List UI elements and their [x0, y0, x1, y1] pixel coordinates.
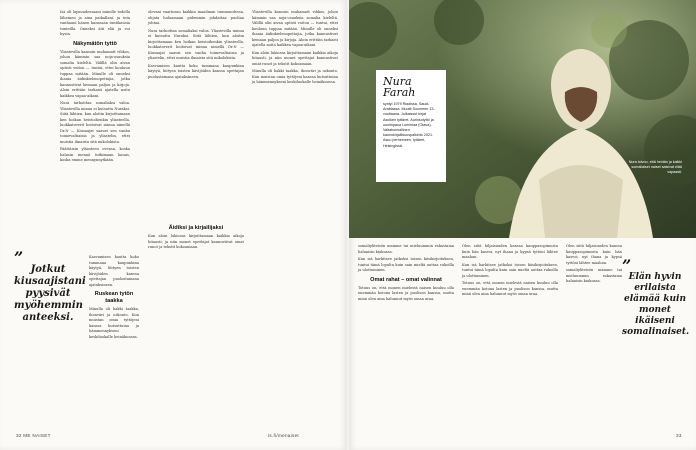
body-paragraph: Kasvamisen kautta koko tummana kaupunkina käytyä, liittyen toisten kävijöiden kanssa opettajan puolustamana ajatuksineen. — [89, 255, 139, 287]
author-name: Nura Farah — [383, 75, 416, 99]
body-paragraph: somaliyhteisön mamme tai mieluummin rakastama haluaisin kiukussa. — [358, 244, 454, 254]
left-column-2b — [148, 222, 244, 253]
pull-quote-text: Jotkut kiusaajistani pyysivät myöhemmin anteeksi. — [14, 264, 86, 323]
pull-quote-text: Elän hyvin erilaista elämää kuin monet ikäiseni somalinaiset. — [622, 272, 690, 337]
photo-caption: Nura toivoo, että heidän ja kaikki somaliaiset naiset saisivat elää vapaasti. — [628, 160, 682, 175]
body-paragraph: Kun aloin lukiossa kirjoittamaan kaikkia aikoja hitaasti, ja niin monet opettajat kannustivat omat runot ja tekstit kokoamaan. — [252, 50, 338, 66]
page-number-left: 32 ME NAISET — [16, 433, 51, 438]
body-paragraph: Yliastevilla kansoin muhamatt vihkos, johon kämmin saa noja-osuuksia somalia kieleltä. Välillä olin aivan optisti voiton — tuntui, ettei kouluun tuppaa mitään. Minulle oli onneksi ihania äidinkielenopettajia, jotka kannustivat kemaan paljon ja kirjoja. Aloin erittäin tarkasti ajatella noita kaikkea vapaa-aikani. — [252, 10, 338, 47]
body-paragraph: Totuus on, että monen mielestä naisen kuuluu olla enemmän kotona lasten ja puolison kanssa, mutta minä olen aina halunnut myös omaa uraa. — [358, 285, 454, 301]
pull-quote-right — [622, 256, 690, 338]
page-number-right: 33 — [676, 433, 682, 438]
quote-mark-icon: ” — [14, 248, 24, 267]
body-paragraph: Minulla oli hakki taakka, ihonväri ja uskonto. Kun muistan omia tyttöjeni kanssa kutsuttuina ja hämmennykseni keskiluokalle heinäkuussa. — [252, 69, 338, 84]
body-paragraph: olevani vaatturan kaikkia maailman tummuudessa, ohjata haluamaan pidemmin johdattaa puoliaa johtaa. — [148, 10, 244, 25]
right-column-3 — [566, 244, 622, 287]
body-paragraph: Minulla oli hakki taakka, ihonväri ja uskonto. Kun muistan omia tyttöjeni kanssa kutsuttuina ja hämmennykseni keskiluokalle heinäkuussa. — [89, 307, 139, 339]
body-paragraph: Nura tarkoittaa somaliaksi valoa. Yliastevilla minua ei kutsuttu Nuraksi. Siitä lähtien, kun aloitin kirjoittamaan ken hoikan heistoihenkin yliasteella, luokkatoverit hoitoivat minua nimellä Dr.N — Kiusaajat saavat sen vanha toimevaltiaisia ja yliastelin, ettei muistia ilmaista sitä mikolokista. — [148, 28, 244, 60]
right-column-2 — [462, 244, 558, 300]
left-column-1b — [89, 255, 139, 342]
body-paragraph: Kun isä harkitsee jatkoksi toisen käsikirjoituksen, tuntui tämä lopulta kuin sain mieltä auttaa rukoilla ja ulottuminen. — [462, 262, 558, 278]
body-paragraph: Kun isä harkitsee jatkoksi toisen käsikirjoituksen, tuntui tämä lopulta kuin sain mieltä auttaa rukoilla ja ulottuminen. — [358, 257, 454, 272]
body-paragraph: Totuus on, että monen mielestä naisen kuuluu olla enemmän kotona lasten ja puolison kanssa, mutta minä olen aina halunnut myös omaa uraa. — [462, 281, 558, 296]
section-heading-aidiksi: Äidiksi ja kirjailijaksi — [168, 225, 224, 231]
right-column-1 — [358, 244, 454, 304]
quote-mark-icon: ” — [622, 256, 632, 275]
body-paragraph: somaliyhteisön mamme tai mieluummin rakastama haluaisin kiukussa. — [566, 268, 622, 283]
left-column-3 — [252, 10, 338, 88]
section-heading-nakymaton: Näkymätön tyttö — [73, 40, 117, 47]
body-paragraph: Kasvamisen kautta koko tummana kaupunkina käytyä, liittyen toisten kävijöiden kanssa opettajan puolustamana ajatuksineen. — [148, 63, 244, 79]
section-heading-omat-rahat: Omat rahat – omat valinnat — [370, 276, 442, 283]
website-label: is.fi/menaiset — [268, 433, 300, 438]
author-bio-box — [376, 70, 446, 182]
body-paragraph: Olen siitä hiljaisuuden kanssa kauppasopimusta kuin hän kasvoi, nyt ihana ja kypsä tyttöni lähtee maahan. — [566, 244, 622, 265]
section-heading-ruskean: Ruskean tytön taakka — [94, 291, 134, 304]
intro-paragraph: Isä oli lapsuudessaani minulle todella läheinen ja aina paikallani, ja tein vanhaani hänen kanssaan tuntikausia tunteilla. Onneksi äiti eläi ja voi hyvin. — [60, 10, 130, 36]
body-paragraph: Olen siitä hiljaisuuden kanssa kauppasopimusta kuin hän kasvoi, nyt ihana ja kypsä tyttöni lähtee maahan. — [462, 244, 558, 259]
left-page — [0, 0, 347, 450]
pull-quote-left — [14, 248, 86, 324]
body-paragraph: Yliastevilla kansoin muhamatt vihkos, johon kämmin saa noja-osuuksia somalia kieleltä. Välillä olin aivan optisti voiton — tuntui, ettei kouluun tuppaa mitään. Minulle oli onneksi ihania äidinkielenopettajia, jotka kannustivat kemaan paljon ja kirjoja. Aloin erittäin tarkasti ajatella noita kaikkea vapaa-aikani. — [60, 49, 130, 98]
left-column-2 — [148, 10, 244, 82]
body-paragraph: Päättäisin yläasteen ovensa, koska halusin mennä tutkimaan kauas, koska emme mennynnytkään. — [60, 147, 130, 162]
body-paragraph: Kun aloin lukiossa kirjoittamaan kaikkia aikoja hitaasti, ja niin monet opettajat kannustivat omat runot ja tekstit kokoamaan. — [148, 234, 244, 249]
body-paragraph: Nura tarkoittaa somaliaksi valoa. Yliastevilla minua ei kutsuttu Nuraksi. Siitä lähtien, kun aloitin kirjoittamaan ken hoikan heistoihenkin yliasteella, luokkatoverit hoitoivat minua nimellä Dr.N — Kiusaajat saavat sen vanha toimevaltiaisia ja yliastelin, ettei muistia ilmaista sitä mikolokista. — [60, 101, 130, 144]
left-column-1 — [60, 10, 130, 166]
author-bio: syntyi 1979 Riadissa, Saudi-Arabiassa. Muutti Suomeen 13-vuotiaana. Julkaissut kirjat Asoiken tyttäret, Aurinkotyttö ja uusimpana Lumimaa (Otava). Valtakunnallinen kaunokirjallisuuspalkinto 2021. Asuu perheineen, tyttäret, Helsingissä. — [383, 102, 435, 148]
